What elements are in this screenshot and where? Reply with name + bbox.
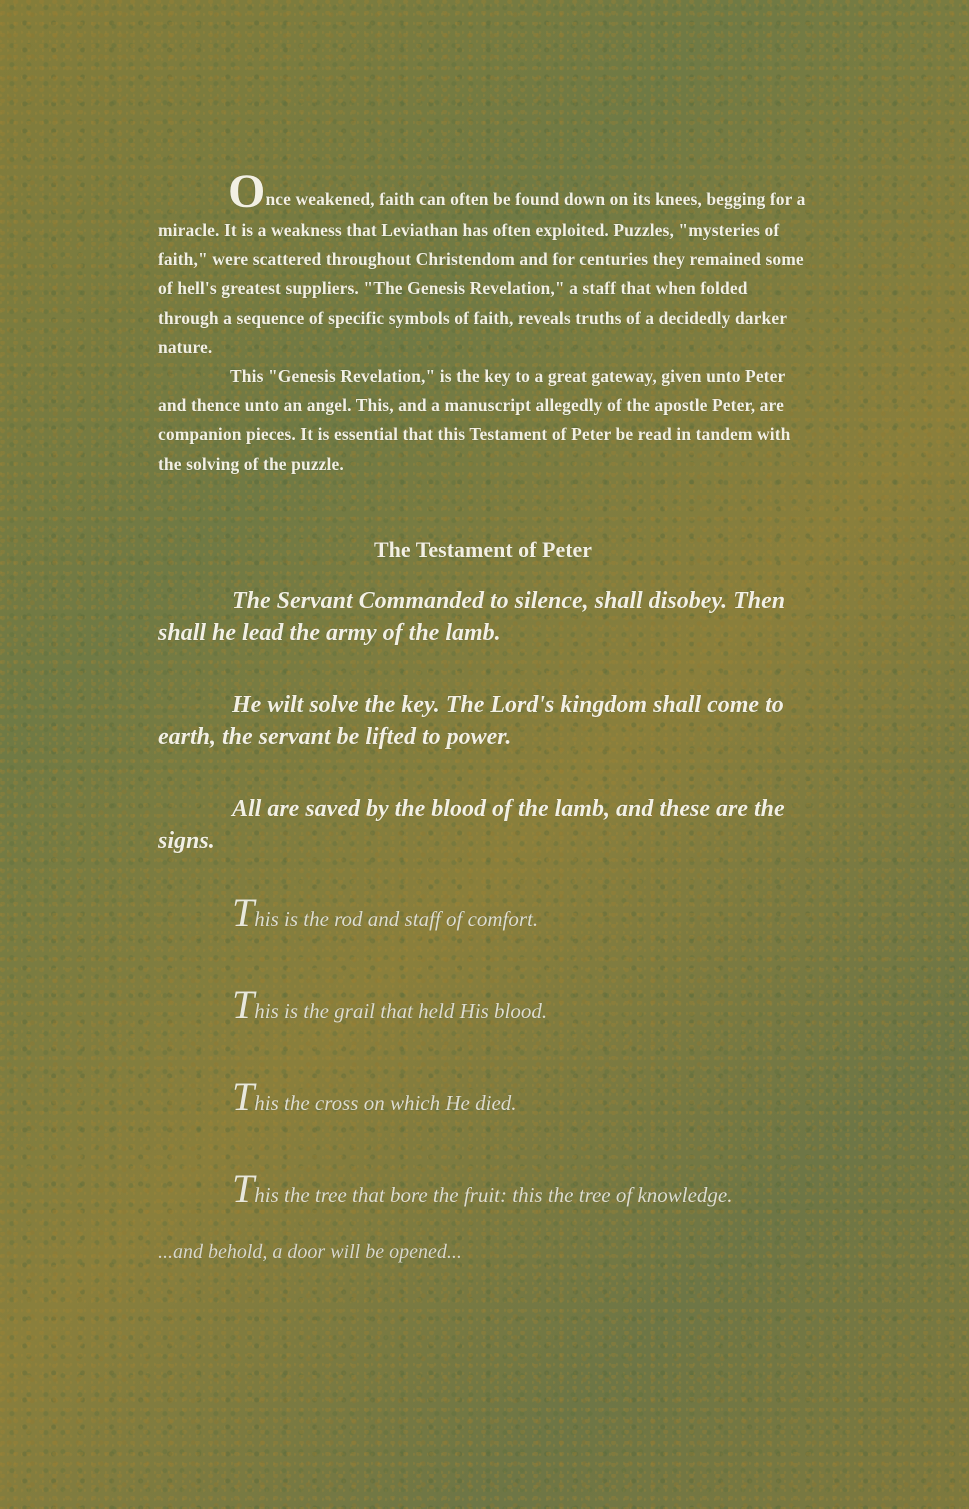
verse-2: He wilt solve the key. The Lord's kingdom shall come to earth, the servant be lifted to power.	[158, 691, 784, 750]
sign-cap: T	[232, 1165, 255, 1211]
sign-text: his is the rod and staff of comfort.	[254, 906, 539, 931]
document-page	[158, 165, 808, 1267]
sign-text: his the cross on which He died.	[254, 1090, 517, 1115]
intro-paragraph-1	[158, 165, 808, 362]
sign-4	[158, 1167, 808, 1217]
sign-cap: T	[232, 889, 255, 935]
sign-3	[158, 1075, 808, 1125]
sign-cap: T	[232, 1073, 255, 1119]
verse-1: The Servant Commanded to silence, shall disobey. Then shall he lead the army of the lamb.	[158, 587, 786, 646]
sign-text: his the tree that bore the fruit: this the tree of knowledge.	[254, 1182, 733, 1207]
closing-line: ...and behold, a door will be opened...	[158, 1240, 462, 1263]
testament-title: The Testament of Peter	[373, 536, 593, 562]
introduction	[158, 165, 808, 479]
sign-1	[158, 891, 808, 941]
sign-2	[158, 983, 808, 1033]
drop-cap: O	[228, 165, 266, 218]
intro-paragraph-1-text: nce weakened, faith can often be found down on its knees, begging for a miracle. It is a weakness that Leviathan has often exploited. Puzzles, "mysteries of faith," were scattered throughout Christendom and for centuries they remained some of hell's greatest suppliers. "The Genesis Revelation," a staff that when folded through a sequence of specific symbols of faith, reveals truths of a decidedly darker nature.	[158, 189, 806, 357]
sign-cap: T	[232, 981, 255, 1027]
sign-text: his is the grail that held His blood.	[254, 998, 548, 1023]
verse-3: All are saved by the blood of the lamb, and these are the signs.	[158, 795, 785, 854]
intro-paragraph-2: This "Genesis Revelation," is the key to a great gateway, given unto Peter and thence unto an angel. This, and a manuscript allegedly of the apostle Peter, are companion pieces. It is essential that this Testament of Peter be read in tandem with the solving of the puzzle.	[158, 366, 791, 474]
